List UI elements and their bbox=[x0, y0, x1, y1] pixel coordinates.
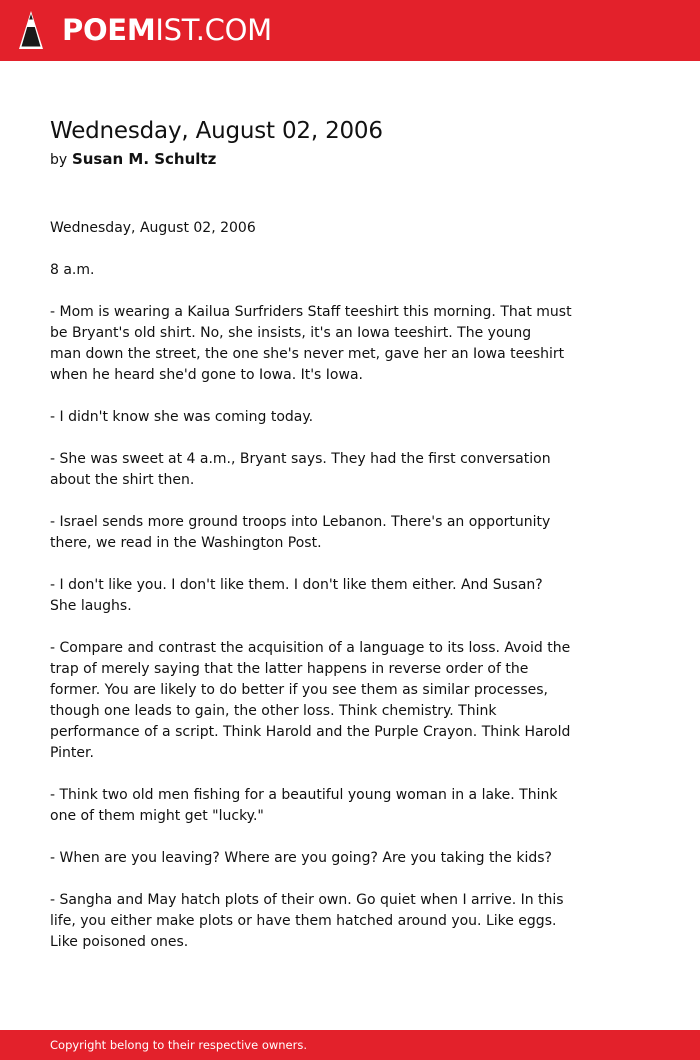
poem-line: - Sangha and May hatch plots of their own. Go quiet when I arrive. In this bbox=[50, 892, 564, 908]
pencil-icon[interactable] bbox=[18, 10, 44, 52]
poem-line: there, we read in the Washington Post. bbox=[50, 535, 322, 551]
poem-line: - Compare and contrast the acquisition of a language to its loss. Avoid the bbox=[50, 640, 571, 656]
byline-label: by bbox=[50, 152, 68, 168]
copyright-text: Copyright belong to their respective owners. bbox=[50, 1038, 308, 1052]
poem-stanza bbox=[50, 848, 570, 869]
poem-line: though one leads to gain, the other loss. Think chemistry. Think bbox=[50, 703, 497, 719]
poem-stanza bbox=[50, 785, 570, 827]
poem-line: - Mom is wearing a Kailua Surfriders Staff teeshirt this morning. That must bbox=[50, 304, 572, 320]
poem-stanza bbox=[50, 218, 570, 239]
poem-stanza bbox=[50, 575, 570, 617]
poem-line: trap of merely saying that the latter happens in reverse order of the bbox=[50, 661, 529, 677]
poem-line: life, you either make plots or have them hatched around you. Like eggs. bbox=[50, 913, 557, 929]
site-header bbox=[0, 0, 700, 61]
logo-text-light: IST.COM bbox=[155, 13, 272, 47]
site-footer bbox=[0, 1030, 700, 1060]
poem-body bbox=[50, 218, 570, 974]
poem-stanza bbox=[50, 449, 570, 491]
poem-line: - I didn't know she was coming today. bbox=[50, 409, 314, 425]
poem-line: - Think two old men fishing for a beautiful young woman in a lake. Think bbox=[50, 787, 558, 803]
poem-line: Like poisoned ones. bbox=[50, 934, 189, 950]
poem-line: about the shirt then. bbox=[50, 472, 195, 488]
logo-text-bold: POEM bbox=[62, 13, 156, 47]
byline bbox=[50, 148, 216, 171]
poem-title: Wednesday, August 02, 2006 bbox=[50, 118, 383, 144]
poem-stanza bbox=[50, 407, 570, 428]
poem-stanza bbox=[50, 260, 570, 281]
poem-line: one of them might get "lucky." bbox=[50, 808, 264, 824]
poem-line: be Bryant's old shirt. No, she insists, it's an Iowa teeshirt. The young bbox=[50, 325, 532, 341]
poem-stanza bbox=[50, 512, 570, 554]
poem-line: - I don't like you. I don't like them. I don't like them either. And Susan? bbox=[50, 577, 543, 593]
poem-line: She laughs. bbox=[50, 598, 132, 614]
poem-line: performance of a script. Think Harold and the Purple Crayon. Think Harold bbox=[50, 724, 571, 740]
poem-line: former. You are likely to do better if you see them as similar processes, bbox=[50, 682, 548, 698]
poem-line: - Israel sends more ground troops into Lebanon. There's an opportunity bbox=[50, 514, 551, 530]
site-logo[interactable] bbox=[62, 12, 272, 48]
poem-line: - When are you leaving? Where are you going? Are you taking the kids? bbox=[50, 850, 552, 866]
poem-line: Wednesday, August 02, 2006 bbox=[50, 220, 256, 236]
poem-line: - She was sweet at 4 a.m., Bryant says. They had the first conversation bbox=[50, 451, 551, 467]
poem-stanza bbox=[50, 638, 570, 764]
poem-line: man down the street, the one she's never met, gave her an Iowa teeshirt bbox=[50, 346, 565, 362]
poem-stanza bbox=[50, 302, 570, 386]
poem-line: 8 a.m. bbox=[50, 262, 95, 278]
poem-line: Pinter. bbox=[50, 745, 94, 761]
poem-stanza bbox=[50, 890, 570, 953]
author-name[interactable]: Susan M. Schultz bbox=[71, 150, 217, 168]
poem-line: when he heard she'd gone to Iowa. It's Iowa. bbox=[50, 367, 363, 383]
